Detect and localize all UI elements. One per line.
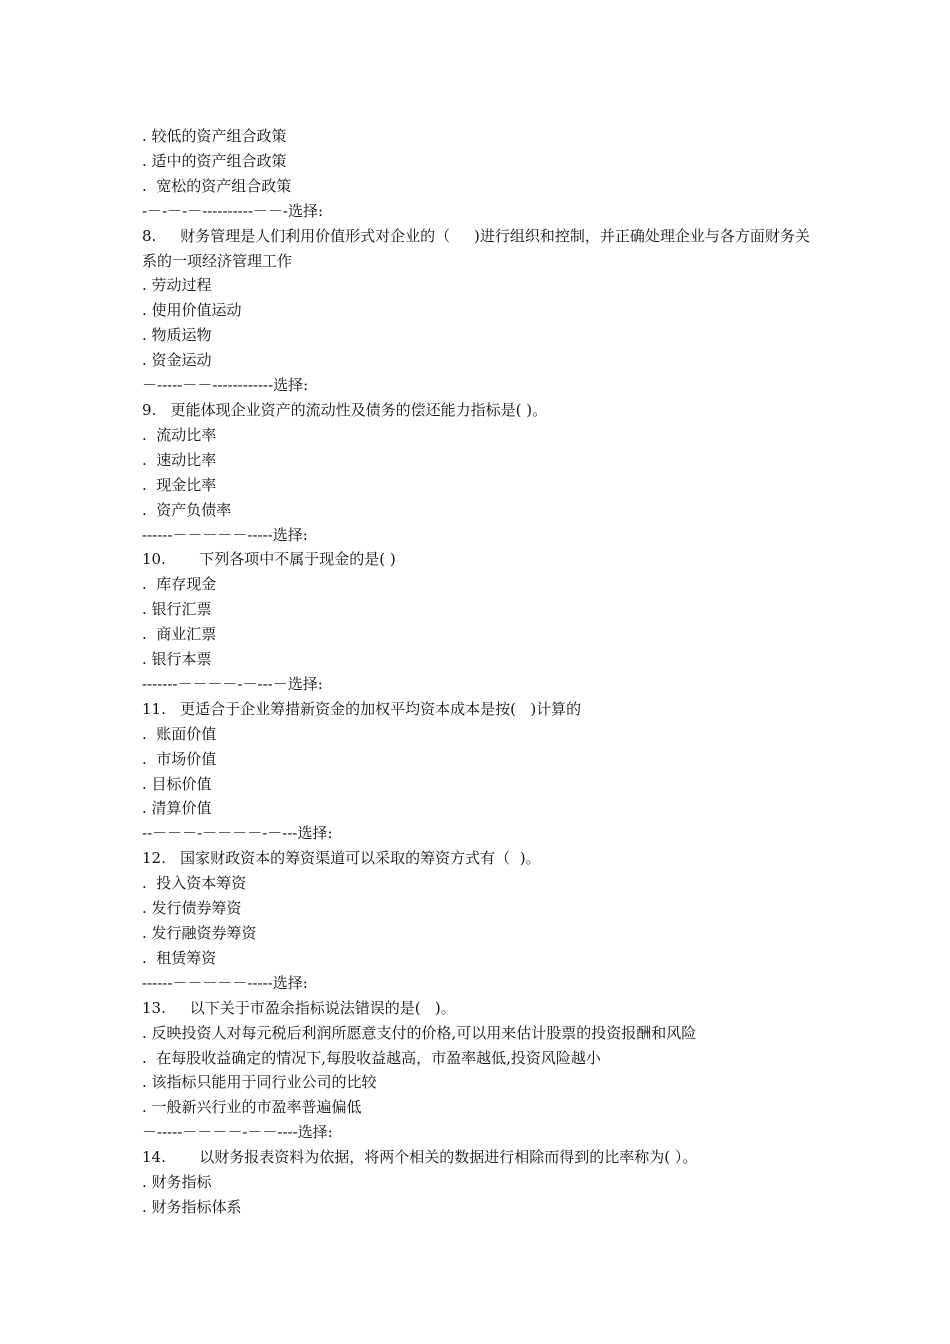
- option-line: . 发行债券筹资: [142, 899, 242, 918]
- option-line: . 在每股收益确定的情况下,每股收益越高，市盈率越低,投资风险越小: [142, 1048, 601, 1067]
- option-line: . 投入资本筹资: [142, 874, 247, 893]
- option-line: . 财务指标: [142, 1173, 212, 1192]
- option-line: . 市场价值: [142, 749, 217, 768]
- question-12: 12. 国家财政资本的筹资渠道可以采取的筹资方式有（ )。: [142, 849, 541, 868]
- option-line: . 较低的资产组合政策: [142, 127, 287, 145]
- separator-line: -------－－－－-－---－选择:: [142, 674, 323, 693]
- question-11: 11. 更适合于企业筹措新资金的加权平均资本成本是按( )计算的: [142, 699, 582, 718]
- option-line: . 清算价值: [142, 799, 212, 818]
- separator-line: --－－－-－－－－-－---选择:: [142, 824, 333, 843]
- option-line: . 商业汇票: [142, 625, 217, 644]
- question-13: 13. 以下关于市盈余指标说法错误的是( )。: [142, 998, 456, 1017]
- option-line: . 发行融资券筹资: [142, 924, 257, 942]
- option-line: . 物质运物: [142, 326, 212, 345]
- question-8: 8. 财务管理是人们利用价值形式对企业的（ )进行组织和控制，并正确处理企业与各方面财务关系的一项经济管理工作: [142, 226, 810, 270]
- question-9: 9. 更能体现企业资产的流动性及债务的偿还能力指标是( )。: [142, 400, 548, 419]
- option-line: . 银行本票: [142, 650, 212, 669]
- option-line: . 库存现金: [142, 575, 217, 594]
- option-line: . 宽松的资产组合政策: [142, 176, 292, 195]
- option-line: . 资金运动: [142, 351, 212, 370]
- option-line: . 资产负债率: [142, 500, 232, 519]
- separator-line: -－-－-－----------－－-选择:: [142, 201, 324, 220]
- separator-line: －-----－－－－-－－----选择:: [142, 1123, 333, 1142]
- option-line: . 使用价值运动: [142, 301, 242, 320]
- option-line: . 银行汇票: [142, 600, 212, 619]
- question-14: 14. 以财务报表资料为依据，将两个相关的数据进行相除而得到的比率称为( ）。: [142, 1148, 698, 1167]
- option-line: . 目标价值: [142, 774, 212, 793]
- option-line: . 反映投资人对每元税后利润所愿意支付的价格,可以用来估计股票的投资报酬和风险: [142, 1023, 697, 1042]
- document-body: [142, 124, 822, 1220]
- option-line: . 财务指标体系: [142, 1197, 242, 1216]
- option-line: . 该指标只能用于同行业公司的比较: [142, 1073, 377, 1092]
- option-line: . 适中的资产组合政策: [142, 151, 287, 170]
- option-line: . 一般新兴行业的市盈率普遍偏低: [142, 1098, 362, 1117]
- option-line: . 速动比率: [142, 450, 217, 469]
- option-line: . 流动比率: [142, 425, 217, 444]
- option-line: . 现金比率: [142, 475, 217, 494]
- option-line: . 租赁筹资: [142, 948, 217, 967]
- option-line: . 劳动过程: [142, 276, 212, 295]
- separator-line: ------－－－－－-----选择:: [142, 525, 308, 544]
- separator-line: ------－－－－－-----选择:: [142, 973, 308, 992]
- question-10: 10. 下列各项中不属于现金的是( ): [142, 550, 396, 569]
- separator-line: －-----－－------------选择:: [142, 376, 309, 395]
- option-line: . 账面价值: [142, 724, 217, 743]
